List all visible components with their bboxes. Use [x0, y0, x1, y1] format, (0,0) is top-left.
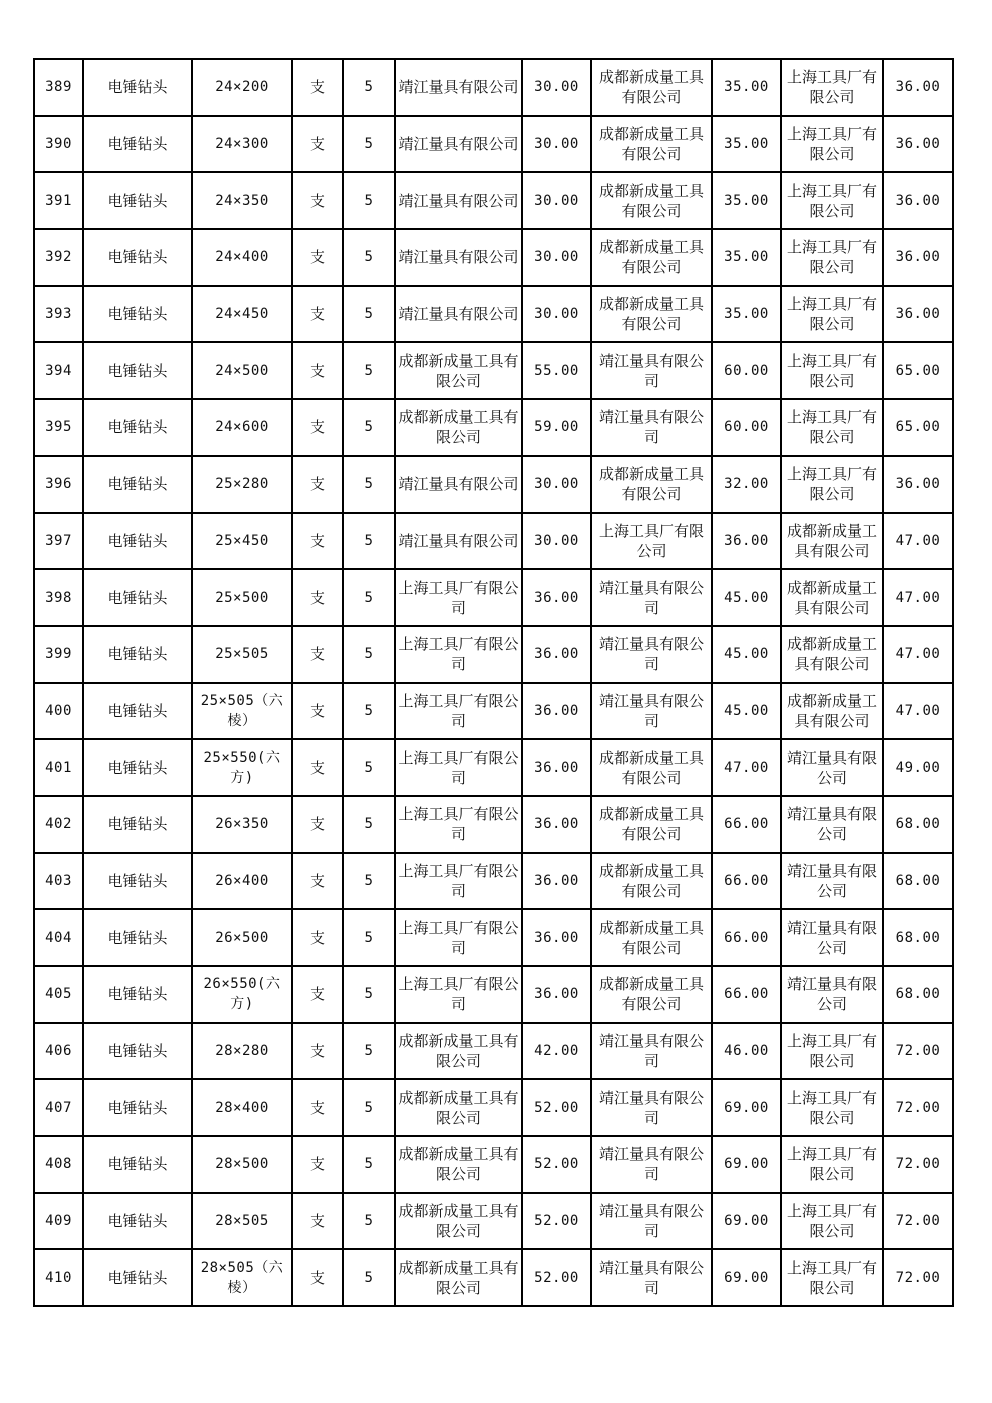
spec-cell: 25×550(六方)	[192, 739, 292, 796]
item-name-cell: 电锤钻头	[83, 1136, 192, 1193]
supplier-3-cell: 上海工具厂有限公司	[781, 1023, 883, 1080]
table-row	[34, 909, 953, 966]
unit-cell: 支	[292, 116, 343, 173]
price-2-cell: 35.00	[712, 229, 781, 286]
table-row	[34, 456, 953, 513]
unit-cell: 支	[292, 1136, 343, 1193]
supplier-2-cell: 成都新成量工具有限公司	[591, 456, 712, 513]
supplier-3-cell: 靖江量具有限公司	[781, 909, 883, 966]
supplier-3-cell: 上海工具厂有限公司	[781, 59, 883, 116]
supplier-1-cell: 成都新成量工具有限公司	[395, 1079, 522, 1136]
table-row	[34, 1023, 953, 1080]
supplier-1-cell: 上海工具厂有限公司	[395, 909, 522, 966]
price-2-cell: 66.00	[712, 909, 781, 966]
supplier-1-cell: 靖江量具有限公司	[395, 286, 522, 343]
item-name-cell: 电锤钻头	[83, 909, 192, 966]
price-3-cell: 47.00	[883, 569, 953, 626]
spec-cell: 24×350	[192, 172, 292, 229]
supplier-1-cell: 成都新成量工具有限公司	[395, 1249, 522, 1306]
price-3-cell: 36.00	[883, 116, 953, 173]
table-row	[34, 683, 953, 740]
supplier-2-cell: 成都新成量工具有限公司	[591, 116, 712, 173]
price-2-cell: 60.00	[712, 399, 781, 456]
row-number-cell: 408	[34, 1136, 83, 1193]
item-name-cell: 电锤钻头	[83, 1023, 192, 1080]
price-2-cell: 46.00	[712, 1023, 781, 1080]
row-number-cell: 401	[34, 739, 83, 796]
item-name-cell: 电锤钻头	[83, 513, 192, 570]
spec-cell: 25×500	[192, 569, 292, 626]
price-1-cell: 36.00	[522, 739, 591, 796]
quantity-cell: 5	[343, 853, 395, 910]
supplier-2-cell: 成都新成量工具有限公司	[591, 286, 712, 343]
row-number-cell: 390	[34, 116, 83, 173]
quantity-cell: 5	[343, 399, 395, 456]
price-3-cell: 72.00	[883, 1136, 953, 1193]
unit-cell: 支	[292, 1023, 343, 1080]
supplier-1-cell: 成都新成量工具有限公司	[395, 399, 522, 456]
spec-cell: 28×280	[192, 1023, 292, 1080]
row-number-cell: 409	[34, 1193, 83, 1250]
item-name-cell: 电锤钻头	[83, 739, 192, 796]
quantity-cell: 5	[343, 342, 395, 399]
price-2-cell: 69.00	[712, 1136, 781, 1193]
price-1-cell: 30.00	[522, 456, 591, 513]
unit-cell: 支	[292, 399, 343, 456]
supplier-2-cell: 上海工具厂有限公司	[591, 513, 712, 570]
supplier-3-cell: 靖江量具有限公司	[781, 739, 883, 796]
item-name-cell: 电锤钻头	[83, 853, 192, 910]
item-name-cell: 电锤钻头	[83, 116, 192, 173]
table-row	[34, 399, 953, 456]
supplier-1-cell: 靖江量具有限公司	[395, 59, 522, 116]
supplier-3-cell: 上海工具厂有限公司	[781, 229, 883, 286]
price-2-cell: 69.00	[712, 1249, 781, 1306]
supplier-2-cell: 成都新成量工具有限公司	[591, 739, 712, 796]
price-1-cell: 52.00	[522, 1193, 591, 1250]
price-1-cell: 30.00	[522, 229, 591, 286]
price-2-cell: 35.00	[712, 116, 781, 173]
supplier-2-cell: 靖江量具有限公司	[591, 1193, 712, 1250]
quantity-cell: 5	[343, 172, 395, 229]
supplier-2-cell: 靖江量具有限公司	[591, 683, 712, 740]
quantity-cell: 5	[343, 569, 395, 626]
supplier-2-cell: 成都新成量工具有限公司	[591, 909, 712, 966]
unit-cell: 支	[292, 569, 343, 626]
table-row	[34, 116, 953, 173]
row-number-cell: 406	[34, 1023, 83, 1080]
price-1-cell: 30.00	[522, 286, 591, 343]
price-2-cell: 45.00	[712, 569, 781, 626]
table-row	[34, 569, 953, 626]
spec-cell: 26×400	[192, 853, 292, 910]
price-1-cell: 36.00	[522, 909, 591, 966]
price-3-cell: 72.00	[883, 1079, 953, 1136]
supplier-3-cell: 成都新成量工具有限公司	[781, 569, 883, 626]
unit-cell: 支	[292, 456, 343, 513]
price-3-cell: 65.00	[883, 342, 953, 399]
quantity-cell: 5	[343, 796, 395, 853]
item-name-cell: 电锤钻头	[83, 399, 192, 456]
price-2-cell: 69.00	[712, 1193, 781, 1250]
price-2-cell: 66.00	[712, 796, 781, 853]
supplier-2-cell: 成都新成量工具有限公司	[591, 172, 712, 229]
supplier-2-cell: 靖江量具有限公司	[591, 1249, 712, 1306]
supplier-3-cell: 靖江量具有限公司	[781, 853, 883, 910]
row-number-cell: 398	[34, 569, 83, 626]
spec-cell: 26×500	[192, 909, 292, 966]
unit-cell: 支	[292, 1193, 343, 1250]
price-3-cell: 68.00	[883, 796, 953, 853]
supplier-2-cell: 靖江量具有限公司	[591, 569, 712, 626]
price-1-cell: 36.00	[522, 796, 591, 853]
quantity-cell: 5	[343, 286, 395, 343]
supplier-1-cell: 上海工具厂有限公司	[395, 626, 522, 683]
supplier-1-cell: 靖江量具有限公司	[395, 456, 522, 513]
supplier-2-cell: 靖江量具有限公司	[591, 1079, 712, 1136]
item-name-cell: 电锤钻头	[83, 342, 192, 399]
row-number-cell: 391	[34, 172, 83, 229]
price-comparison-table	[33, 58, 954, 1307]
item-name-cell: 电锤钻头	[83, 59, 192, 116]
supplier-3-cell: 上海工具厂有限公司	[781, 342, 883, 399]
spec-cell: 26×350	[192, 796, 292, 853]
row-number-cell: 402	[34, 796, 83, 853]
supplier-3-cell: 上海工具厂有限公司	[781, 286, 883, 343]
supplier-3-cell: 靖江量具有限公司	[781, 796, 883, 853]
spec-cell: 25×505	[192, 626, 292, 683]
supplier-2-cell: 成都新成量工具有限公司	[591, 59, 712, 116]
item-name-cell: 电锤钻头	[83, 172, 192, 229]
table-row	[34, 286, 953, 343]
price-3-cell: 36.00	[883, 229, 953, 286]
row-number-cell: 389	[34, 59, 83, 116]
supplier-2-cell: 靖江量具有限公司	[591, 342, 712, 399]
table-row	[34, 853, 953, 910]
unit-cell: 支	[292, 513, 343, 570]
supplier-3-cell: 上海工具厂有限公司	[781, 1136, 883, 1193]
price-2-cell: 45.00	[712, 683, 781, 740]
table-row	[34, 966, 953, 1023]
price-3-cell: 68.00	[883, 966, 953, 1023]
unit-cell: 支	[292, 909, 343, 966]
price-3-cell: 36.00	[883, 172, 953, 229]
price-3-cell: 68.00	[883, 853, 953, 910]
quantity-cell: 5	[343, 1079, 395, 1136]
row-number-cell: 393	[34, 286, 83, 343]
supplier-1-cell: 上海工具厂有限公司	[395, 796, 522, 853]
unit-cell: 支	[292, 1079, 343, 1136]
quantity-cell: 5	[343, 59, 395, 116]
spec-cell: 24×200	[192, 59, 292, 116]
supplier-1-cell: 上海工具厂有限公司	[395, 853, 522, 910]
supplier-1-cell: 上海工具厂有限公司	[395, 569, 522, 626]
quantity-cell: 5	[343, 909, 395, 966]
supplier-1-cell: 成都新成量工具有限公司	[395, 1023, 522, 1080]
table-row	[34, 1136, 953, 1193]
supplier-3-cell: 上海工具厂有限公司	[781, 1079, 883, 1136]
price-3-cell: 36.00	[883, 59, 953, 116]
spec-cell: 28×400	[192, 1079, 292, 1136]
table-row	[34, 739, 953, 796]
unit-cell: 支	[292, 1249, 343, 1306]
price-3-cell: 36.00	[883, 456, 953, 513]
supplier-2-cell: 成都新成量工具有限公司	[591, 966, 712, 1023]
spec-cell: 24×500	[192, 342, 292, 399]
price-3-cell: 47.00	[883, 626, 953, 683]
unit-cell: 支	[292, 286, 343, 343]
supplier-3-cell: 上海工具厂有限公司	[781, 116, 883, 173]
table-row	[34, 342, 953, 399]
row-number-cell: 399	[34, 626, 83, 683]
row-number-cell: 407	[34, 1079, 83, 1136]
spec-cell: 28×500	[192, 1136, 292, 1193]
unit-cell: 支	[292, 172, 343, 229]
table-row	[34, 229, 953, 286]
row-number-cell: 397	[34, 513, 83, 570]
item-name-cell: 电锤钻头	[83, 456, 192, 513]
price-2-cell: 35.00	[712, 286, 781, 343]
spec-cell: 24×400	[192, 229, 292, 286]
item-name-cell: 电锤钻头	[83, 796, 192, 853]
item-name-cell: 电锤钻头	[83, 1249, 192, 1306]
price-1-cell: 36.00	[522, 626, 591, 683]
supplier-1-cell: 靖江量具有限公司	[395, 513, 522, 570]
price-3-cell: 36.00	[883, 286, 953, 343]
supplier-2-cell: 靖江量具有限公司	[591, 1023, 712, 1080]
unit-cell: 支	[292, 59, 343, 116]
price-1-cell: 36.00	[522, 853, 591, 910]
supplier-1-cell: 成都新成量工具有限公司	[395, 1136, 522, 1193]
spec-cell: 25×450	[192, 513, 292, 570]
supplier-1-cell: 成都新成量工具有限公司	[395, 1193, 522, 1250]
table-row	[34, 1079, 953, 1136]
item-name-cell: 电锤钻头	[83, 966, 192, 1023]
supplier-1-cell: 上海工具厂有限公司	[395, 683, 522, 740]
row-number-cell: 396	[34, 456, 83, 513]
price-1-cell: 55.00	[522, 342, 591, 399]
price-1-cell: 30.00	[522, 116, 591, 173]
item-name-cell: 电锤钻头	[83, 229, 192, 286]
price-1-cell: 36.00	[522, 569, 591, 626]
supplier-1-cell: 上海工具厂有限公司	[395, 739, 522, 796]
price-3-cell: 65.00	[883, 399, 953, 456]
supplier-3-cell: 成都新成量工具有限公司	[781, 513, 883, 570]
unit-cell: 支	[292, 853, 343, 910]
spec-cell: 24×300	[192, 116, 292, 173]
price-2-cell: 60.00	[712, 342, 781, 399]
row-number-cell: 410	[34, 1249, 83, 1306]
quantity-cell: 5	[343, 513, 395, 570]
spec-cell: 24×600	[192, 399, 292, 456]
price-1-cell: 36.00	[522, 683, 591, 740]
table-row	[34, 59, 953, 116]
table-row	[34, 796, 953, 853]
supplier-2-cell: 靖江量具有限公司	[591, 1136, 712, 1193]
supplier-1-cell: 成都新成量工具有限公司	[395, 342, 522, 399]
quantity-cell: 5	[343, 1193, 395, 1250]
price-2-cell: 35.00	[712, 59, 781, 116]
price-2-cell: 47.00	[712, 739, 781, 796]
unit-cell: 支	[292, 342, 343, 399]
supplier-3-cell: 靖江量具有限公司	[781, 966, 883, 1023]
price-3-cell: 47.00	[883, 683, 953, 740]
table-row	[34, 626, 953, 683]
table-row	[34, 513, 953, 570]
item-name-cell: 电锤钻头	[83, 569, 192, 626]
item-name-cell: 电锤钻头	[83, 626, 192, 683]
price-2-cell: 45.00	[712, 626, 781, 683]
row-number-cell: 394	[34, 342, 83, 399]
quantity-cell: 5	[343, 966, 395, 1023]
price-1-cell: 52.00	[522, 1249, 591, 1306]
supplier-1-cell: 靖江量具有限公司	[395, 229, 522, 286]
quantity-cell: 5	[343, 1136, 395, 1193]
supplier-3-cell: 上海工具厂有限公司	[781, 172, 883, 229]
supplier-1-cell: 靖江量具有限公司	[395, 172, 522, 229]
price-3-cell: 68.00	[883, 909, 953, 966]
supplier-3-cell: 上海工具厂有限公司	[781, 456, 883, 513]
row-number-cell: 400	[34, 683, 83, 740]
price-1-cell: 30.00	[522, 513, 591, 570]
supplier-2-cell: 成都新成量工具有限公司	[591, 853, 712, 910]
price-1-cell: 36.00	[522, 966, 591, 1023]
quantity-cell: 5	[343, 456, 395, 513]
supplier-2-cell: 成都新成量工具有限公司	[591, 796, 712, 853]
spec-cell: 25×505（六棱）	[192, 683, 292, 740]
spec-cell: 24×450	[192, 286, 292, 343]
price-1-cell: 52.00	[522, 1079, 591, 1136]
item-name-cell: 电锤钻头	[83, 1193, 192, 1250]
price-3-cell: 72.00	[883, 1023, 953, 1080]
price-1-cell: 59.00	[522, 399, 591, 456]
price-3-cell: 72.00	[883, 1193, 953, 1250]
price-2-cell: 36.00	[712, 513, 781, 570]
item-name-cell: 电锤钻头	[83, 286, 192, 343]
price-3-cell: 49.00	[883, 739, 953, 796]
row-number-cell: 404	[34, 909, 83, 966]
supplier-3-cell: 上海工具厂有限公司	[781, 399, 883, 456]
price-1-cell: 42.00	[522, 1023, 591, 1080]
row-number-cell: 395	[34, 399, 83, 456]
quantity-cell: 5	[343, 626, 395, 683]
price-2-cell: 35.00	[712, 172, 781, 229]
quantity-cell: 5	[343, 116, 395, 173]
row-number-cell: 403	[34, 853, 83, 910]
price-2-cell: 66.00	[712, 966, 781, 1023]
price-2-cell: 66.00	[712, 853, 781, 910]
unit-cell: 支	[292, 683, 343, 740]
price-3-cell: 47.00	[883, 513, 953, 570]
spec-cell: 26×550(六方)	[192, 966, 292, 1023]
quantity-cell: 5	[343, 229, 395, 286]
supplier-2-cell: 靖江量具有限公司	[591, 626, 712, 683]
table-body	[34, 59, 953, 1306]
supplier-3-cell: 上海工具厂有限公司	[781, 1193, 883, 1250]
item-name-cell: 电锤钻头	[83, 683, 192, 740]
table-row	[34, 1193, 953, 1250]
quantity-cell: 5	[343, 683, 395, 740]
unit-cell: 支	[292, 626, 343, 683]
supplier-2-cell: 靖江量具有限公司	[591, 399, 712, 456]
quantity-cell: 5	[343, 739, 395, 796]
price-3-cell: 72.00	[883, 1249, 953, 1306]
price-1-cell: 30.00	[522, 172, 591, 229]
supplier-2-cell: 成都新成量工具有限公司	[591, 229, 712, 286]
table-row	[34, 172, 953, 229]
supplier-1-cell: 靖江量具有限公司	[395, 116, 522, 173]
unit-cell: 支	[292, 229, 343, 286]
table-row	[34, 1249, 953, 1306]
row-number-cell: 405	[34, 966, 83, 1023]
supplier-3-cell: 成都新成量工具有限公司	[781, 626, 883, 683]
spec-cell: 28×505	[192, 1193, 292, 1250]
price-2-cell: 32.00	[712, 456, 781, 513]
supplier-3-cell: 上海工具厂有限公司	[781, 1249, 883, 1306]
quantity-cell: 5	[343, 1023, 395, 1080]
row-number-cell: 392	[34, 229, 83, 286]
item-name-cell: 电锤钻头	[83, 1079, 192, 1136]
spec-cell: 25×280	[192, 456, 292, 513]
price-1-cell: 30.00	[522, 59, 591, 116]
supplier-3-cell: 成都新成量工具有限公司	[781, 683, 883, 740]
supplier-1-cell: 上海工具厂有限公司	[395, 966, 522, 1023]
price-1-cell: 52.00	[522, 1136, 591, 1193]
spec-cell: 28×505（六棱）	[192, 1249, 292, 1306]
price-2-cell: 69.00	[712, 1079, 781, 1136]
quantity-cell: 5	[343, 1249, 395, 1306]
unit-cell: 支	[292, 739, 343, 796]
unit-cell: 支	[292, 966, 343, 1023]
unit-cell: 支	[292, 796, 343, 853]
